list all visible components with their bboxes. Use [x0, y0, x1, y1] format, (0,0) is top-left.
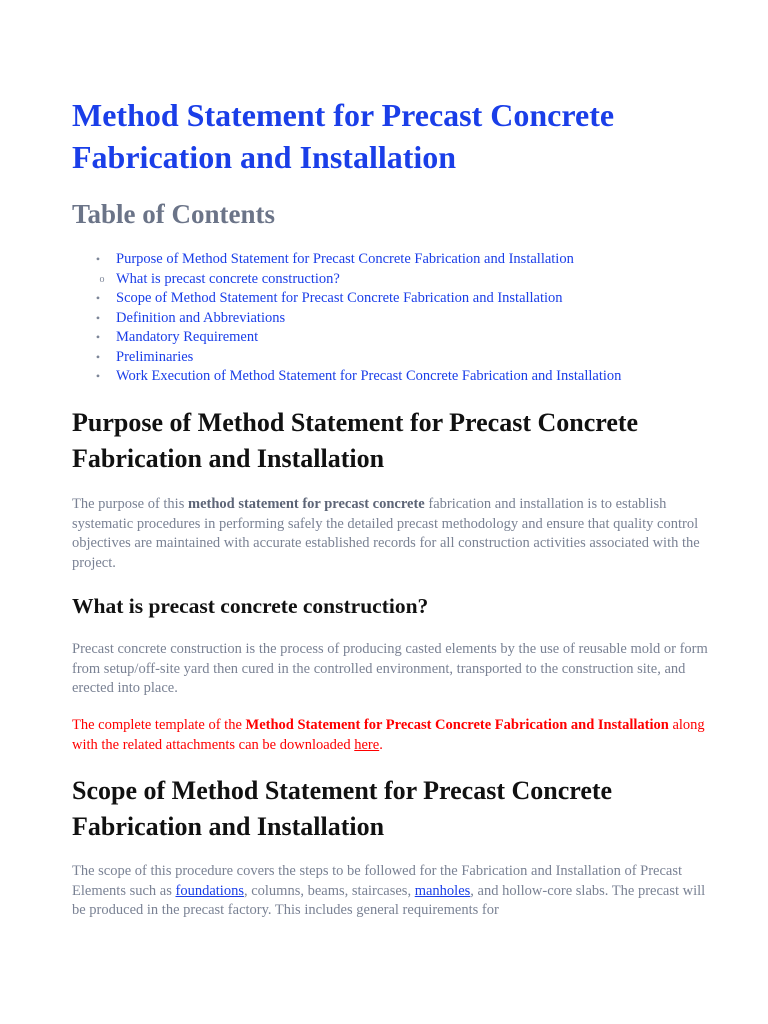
scope-heading: Scope of Method Statement for Precast Concrete Fabrication and Installation	[72, 776, 613, 841]
toc-item[interactable]	[72, 309, 712, 329]
document-title: Method Statement for Precast Concrete Fabrication and Installation	[72, 97, 615, 175]
toc-item-link[interactable]: Preliminaries	[116, 348, 194, 365]
toc-item[interactable]	[72, 328, 712, 348]
bullet-disc-icon: •	[95, 369, 101, 383]
download-here-link[interactable]: here	[354, 737, 380, 753]
what-is-paragraph: Precast concrete construction is the process of producing casted elements by the use of reusable mold or form from setup/off-site yard then cured in the controlled environment, transported to the construction site, and erected into place.	[72, 641, 708, 696]
toc-item[interactable]	[72, 270, 712, 290]
toc-heading: Table of Contents	[72, 199, 276, 229]
toc-item-link[interactable]: Mandatory Requirement	[116, 329, 259, 345]
toc-item-link[interactable]: Purpose of Method Statement for Precast Concrete Fabrication and Installation	[116, 251, 574, 267]
foundations-link[interactable]: foundations	[175, 882, 244, 899]
bullet-disc-icon: •	[95, 349, 101, 364]
bullet-disc-icon: •	[95, 310, 101, 325]
toc-item-link[interactable]: Scope of Method Statement for Precast Concrete Fabrication and Installation	[116, 290, 563, 306]
table-of-contents	[72, 250, 712, 387]
bullet-disc-icon: •	[95, 252, 101, 266]
notice-bold-text: Method Statement for Precast Concrete Fabrication and Installation	[245, 717, 669, 733]
purpose-paragraph: The purpose of this method statement for precast concrete fabrication and installation is to establish systematic procedures in performing safely the detailed precast methodology and ensure that quality control objectives are maintained with accurate established records for all construction activities associated with the project.	[72, 496, 700, 571]
toc-item-link[interactable]: Work Execution of Method Statement for Precast Concrete Fabrication and Installation	[116, 368, 622, 384]
bullet-disc-icon: •	[95, 291, 101, 305]
scope-paragraph: The scope of this procedure covers the steps to be followed for the Fabrication and Installation of Precast Elements such as foundations, columns, beams, staircases, manholes, and hollow-core slabs. The precast will be produced in the precast factory. This includes general requirements for	[72, 863, 706, 918]
manholes-link[interactable]: manholes	[414, 882, 471, 899]
toc-item[interactable]	[72, 289, 712, 309]
bullet-circle-icon: o	[99, 273, 105, 285]
what-is-heading: What is precast concrete construction?	[72, 594, 429, 618]
purpose-bold-text: method statement for precast concrete	[187, 496, 425, 512]
purpose-heading: Purpose of Method Statement for Precast Concrete Fabrication and Installation	[72, 408, 639, 473]
toc-item[interactable]	[72, 250, 712, 270]
toc-item-link[interactable]: What is precast concrete construction?	[116, 270, 340, 287]
toc-item[interactable]	[72, 367, 712, 387]
bullet-disc-icon: •	[95, 330, 101, 344]
download-notice: The complete template of the Method Statement for Precast Concrete Fabrication and Installation along with the related attachments can be downloaded here.	[72, 717, 705, 753]
toc-item-link[interactable]: Definition and Abbreviations	[116, 309, 286, 326]
toc-item[interactable]	[72, 348, 712, 368]
